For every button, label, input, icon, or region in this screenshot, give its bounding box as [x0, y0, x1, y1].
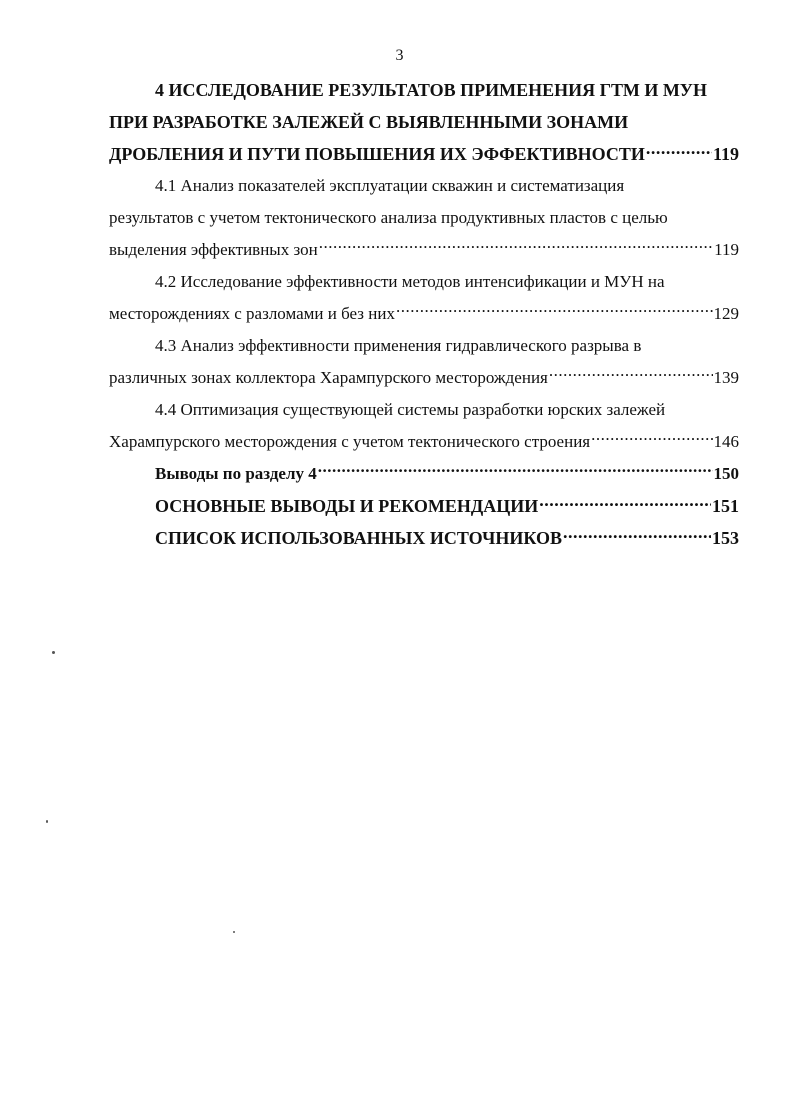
section-page-number: 139	[713, 368, 739, 387]
toc-chapter-4[interactable]	[109, 74, 739, 170]
toc-section-4-2[interactable]	[109, 266, 739, 330]
section-leader-line	[109, 362, 739, 394]
dot-leader	[319, 238, 713, 255]
references-leader-line	[155, 522, 739, 554]
references-label: СПИСОК ИСПОЛЬЗОВАННЫХ ИСТОЧНИКОВ	[155, 528, 562, 548]
section-title-line: 4.1 Анализ показателей эксплуатации скважин и систематизация	[155, 176, 625, 195]
toc-main-conclusions[interactable]	[109, 490, 739, 522]
scan-speck	[52, 651, 55, 654]
dot-leader	[563, 526, 711, 544]
toc-section-4-4[interactable]	[109, 394, 739, 458]
section-page-number: 129	[713, 304, 739, 323]
conclusions-page-number: 150	[713, 464, 739, 483]
section-title-last-line: различных зонах коллектора Харампурского месторождения	[109, 368, 548, 387]
main-conclusions-page-number: 151	[712, 496, 739, 516]
dot-leader	[318, 462, 713, 479]
chapter-title-leader-line	[109, 138, 739, 170]
conclusions-leader-line	[155, 458, 739, 490]
section-title-line: результатов с учетом тектонического анализа продуктивных пластов с целью	[109, 208, 668, 227]
section-title-line: 4.3 Анализ эффективности применения гидравлического разрыва в	[155, 336, 642, 355]
section-leader-line	[109, 426, 739, 458]
section-title-line: 4.4 Оптимизация существующей системы разработки юрских залежей	[155, 400, 666, 419]
section-title-line: 4.2 Исследование эффективности методов интенсификации и МУН на	[155, 272, 665, 291]
toc-section-4-3[interactable]	[109, 330, 739, 394]
chapter-page-number: 119	[712, 144, 739, 164]
toc-section-4-1[interactable]	[109, 170, 739, 266]
section-title-last-line: выделения эффективных зон	[109, 240, 318, 259]
section-leader-line	[109, 234, 739, 266]
section-leader-line	[109, 298, 739, 330]
main-conclusions-label: ОСНОВНЫЕ ВЫВОДЫ И РЕКОМЕНДАЦИИ	[155, 496, 539, 516]
dot-leader	[591, 430, 712, 447]
section-title-last-line: Харампурского месторождения с учетом тектонического строения	[109, 432, 591, 451]
references-page-number: 153	[712, 528, 739, 548]
chapter-title-line: 4 ИССЛЕДОВАНИЕ РЕЗУЛЬТАТОВ ПРИМЕНЕНИЯ ГТМ И МУН	[155, 80, 708, 100]
scan-speck	[46, 820, 48, 823]
chapter-title-line: ПРИ РАЗРАБОТКЕ ЗАЛЕЖЕЙ С ВЫЯВЛЕННЫМИ ЗОНАМИ	[109, 112, 629, 132]
dot-leader	[646, 142, 712, 160]
page-number: 3	[395, 47, 404, 64]
chapter-title-last-line: ДРОБЛЕНИЯ И ПУТИ ПОВЫШЕНИЯ ИХ ЭФФЕКТИВНОСТИ	[109, 144, 645, 164]
section-title-last-line: месторождениях с разломами и без них	[109, 304, 395, 323]
dot-leader	[539, 494, 711, 512]
scan-speck	[233, 931, 235, 933]
toc-references[interactable]	[109, 522, 739, 554]
dot-leader	[549, 366, 713, 383]
main-conclusions-leader-line	[155, 490, 739, 522]
conclusions-label: Выводы по разделу 4	[155, 464, 317, 483]
table-of-contents	[109, 74, 739, 554]
section-page-number: 146	[713, 432, 739, 451]
dot-leader	[396, 302, 713, 319]
toc-chapter-4-conclusions[interactable]	[109, 458, 739, 490]
section-page-number: 119	[714, 240, 739, 259]
